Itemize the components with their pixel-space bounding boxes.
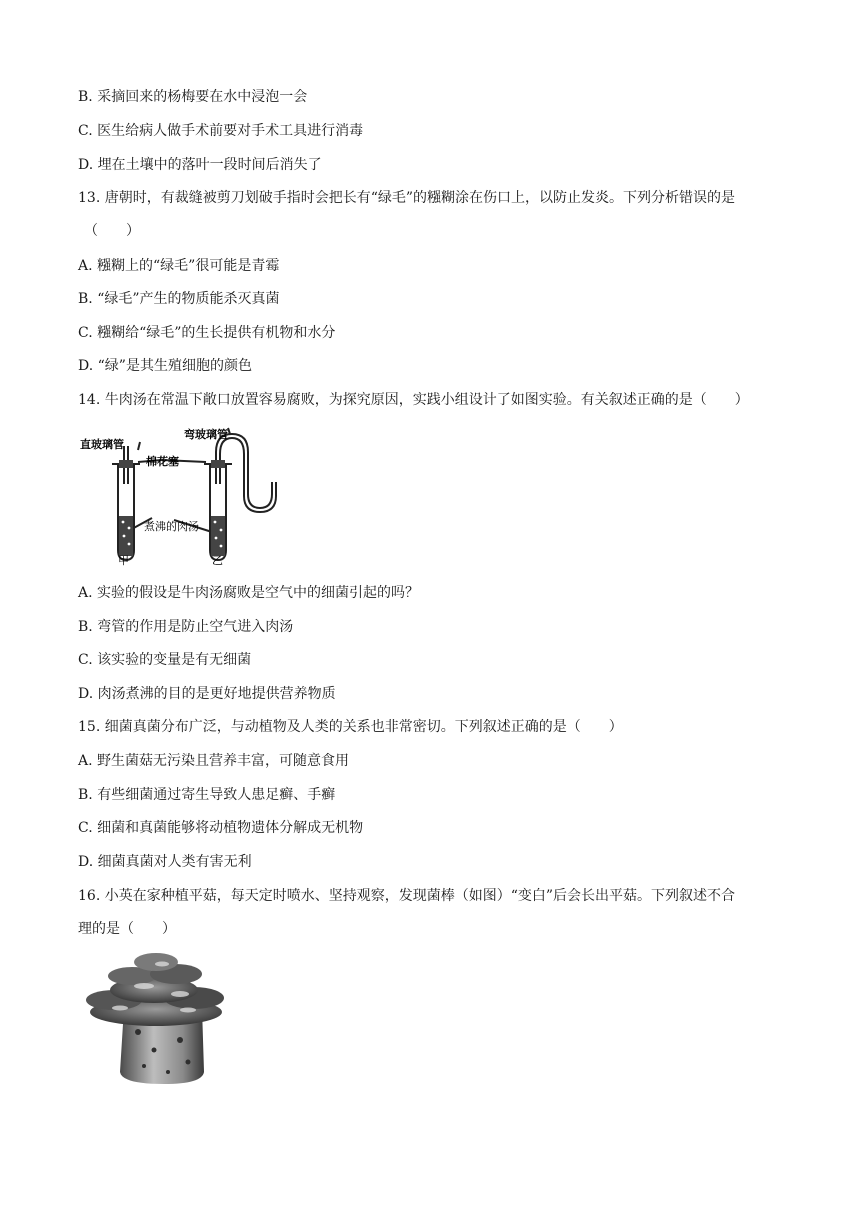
label-boiled-broth: 煮沸的肉汤: [144, 520, 199, 533]
q12-option-d: D. 埋在土壤中的落叶一段时间后消失了: [78, 157, 322, 173]
q15-option-c: C. 细菌和真菌能够将动植物遗体分解成无机物: [78, 820, 364, 836]
q14-option-c: C. 该实验的变量是有无细菌: [78, 652, 252, 668]
q14-option-b: B. 弯管的作用是防止空气进入肉汤: [78, 619, 294, 635]
q16-stem-cont: 理的是（ ）: [78, 921, 176, 937]
label-cotton-plug: 棉花塞: [146, 455, 179, 468]
q13-option-b: B. “绿毛”产生的物质能杀灭真菌: [78, 291, 280, 307]
q15-option-b: B. 有些细菌通过寄生导致人患足癣、手癣: [78, 787, 336, 803]
q15-stem: 15. 细菌真菌分布广泛，与动植物及人类的关系也非常密切。下列叙述正确的是（ ）: [78, 719, 623, 735]
label-yi: 乙: [212, 554, 223, 566]
q14-experiment-figure: [80, 424, 292, 566]
mushroom-stick-photo: [84, 950, 228, 1086]
q14-stem: 14. 牛肉汤在常温下敞口放置容易腐败，为探究原因，实践小组设计了如图实验。有关叙述正确的是（ ）: [78, 392, 749, 408]
q14-option-a: A. 实验的假设是牛肉汤腐败是空气中的细菌引起的吗？: [78, 585, 420, 601]
q14-option-d: D. 肉汤煮沸的目的是更好地提供营养物质: [78, 686, 336, 702]
q16-stem: 16. 小英在家种植平菇，每天定时喷水、坚持观察，发现菌棒（如图）“变白”后会长出平菇。下列叙述不合: [78, 888, 736, 904]
q15-option-d: D. 细菌真菌对人类有害无利: [78, 854, 252, 870]
label-bent-tube: 弯玻璃管: [184, 428, 228, 441]
label-jia: 甲: [118, 554, 129, 566]
q13-stem-bracket: （ ）: [84, 223, 140, 239]
q13-stem: 13. 唐朝时，有裁缝被剪刀划破手指时会把长有“绿毛”的糨糊涂在伤口上，以防止发炎。下列分析错误的是: [78, 190, 736, 206]
q12-option-c: C. 医生给病人做手术前要对手术工具进行消毒: [78, 123, 364, 139]
q13-option-c: C. 糨糊给“绿毛”的生长提供有机物和水分: [78, 325, 336, 341]
label-straight-tube: 直玻璃管: [80, 438, 124, 451]
q15-option-a: A. 野生菌菇无污染且营养丰富，可随意食用: [78, 753, 350, 769]
q12-option-b: B. 采摘回来的杨梅要在水中浸泡一会: [78, 89, 308, 105]
q13-option-a: A. 糨糊上的“绿毛”很可能是青霉: [78, 258, 280, 274]
q13-option-d: D. “绿”是其生殖细胞的颜色: [78, 358, 252, 374]
